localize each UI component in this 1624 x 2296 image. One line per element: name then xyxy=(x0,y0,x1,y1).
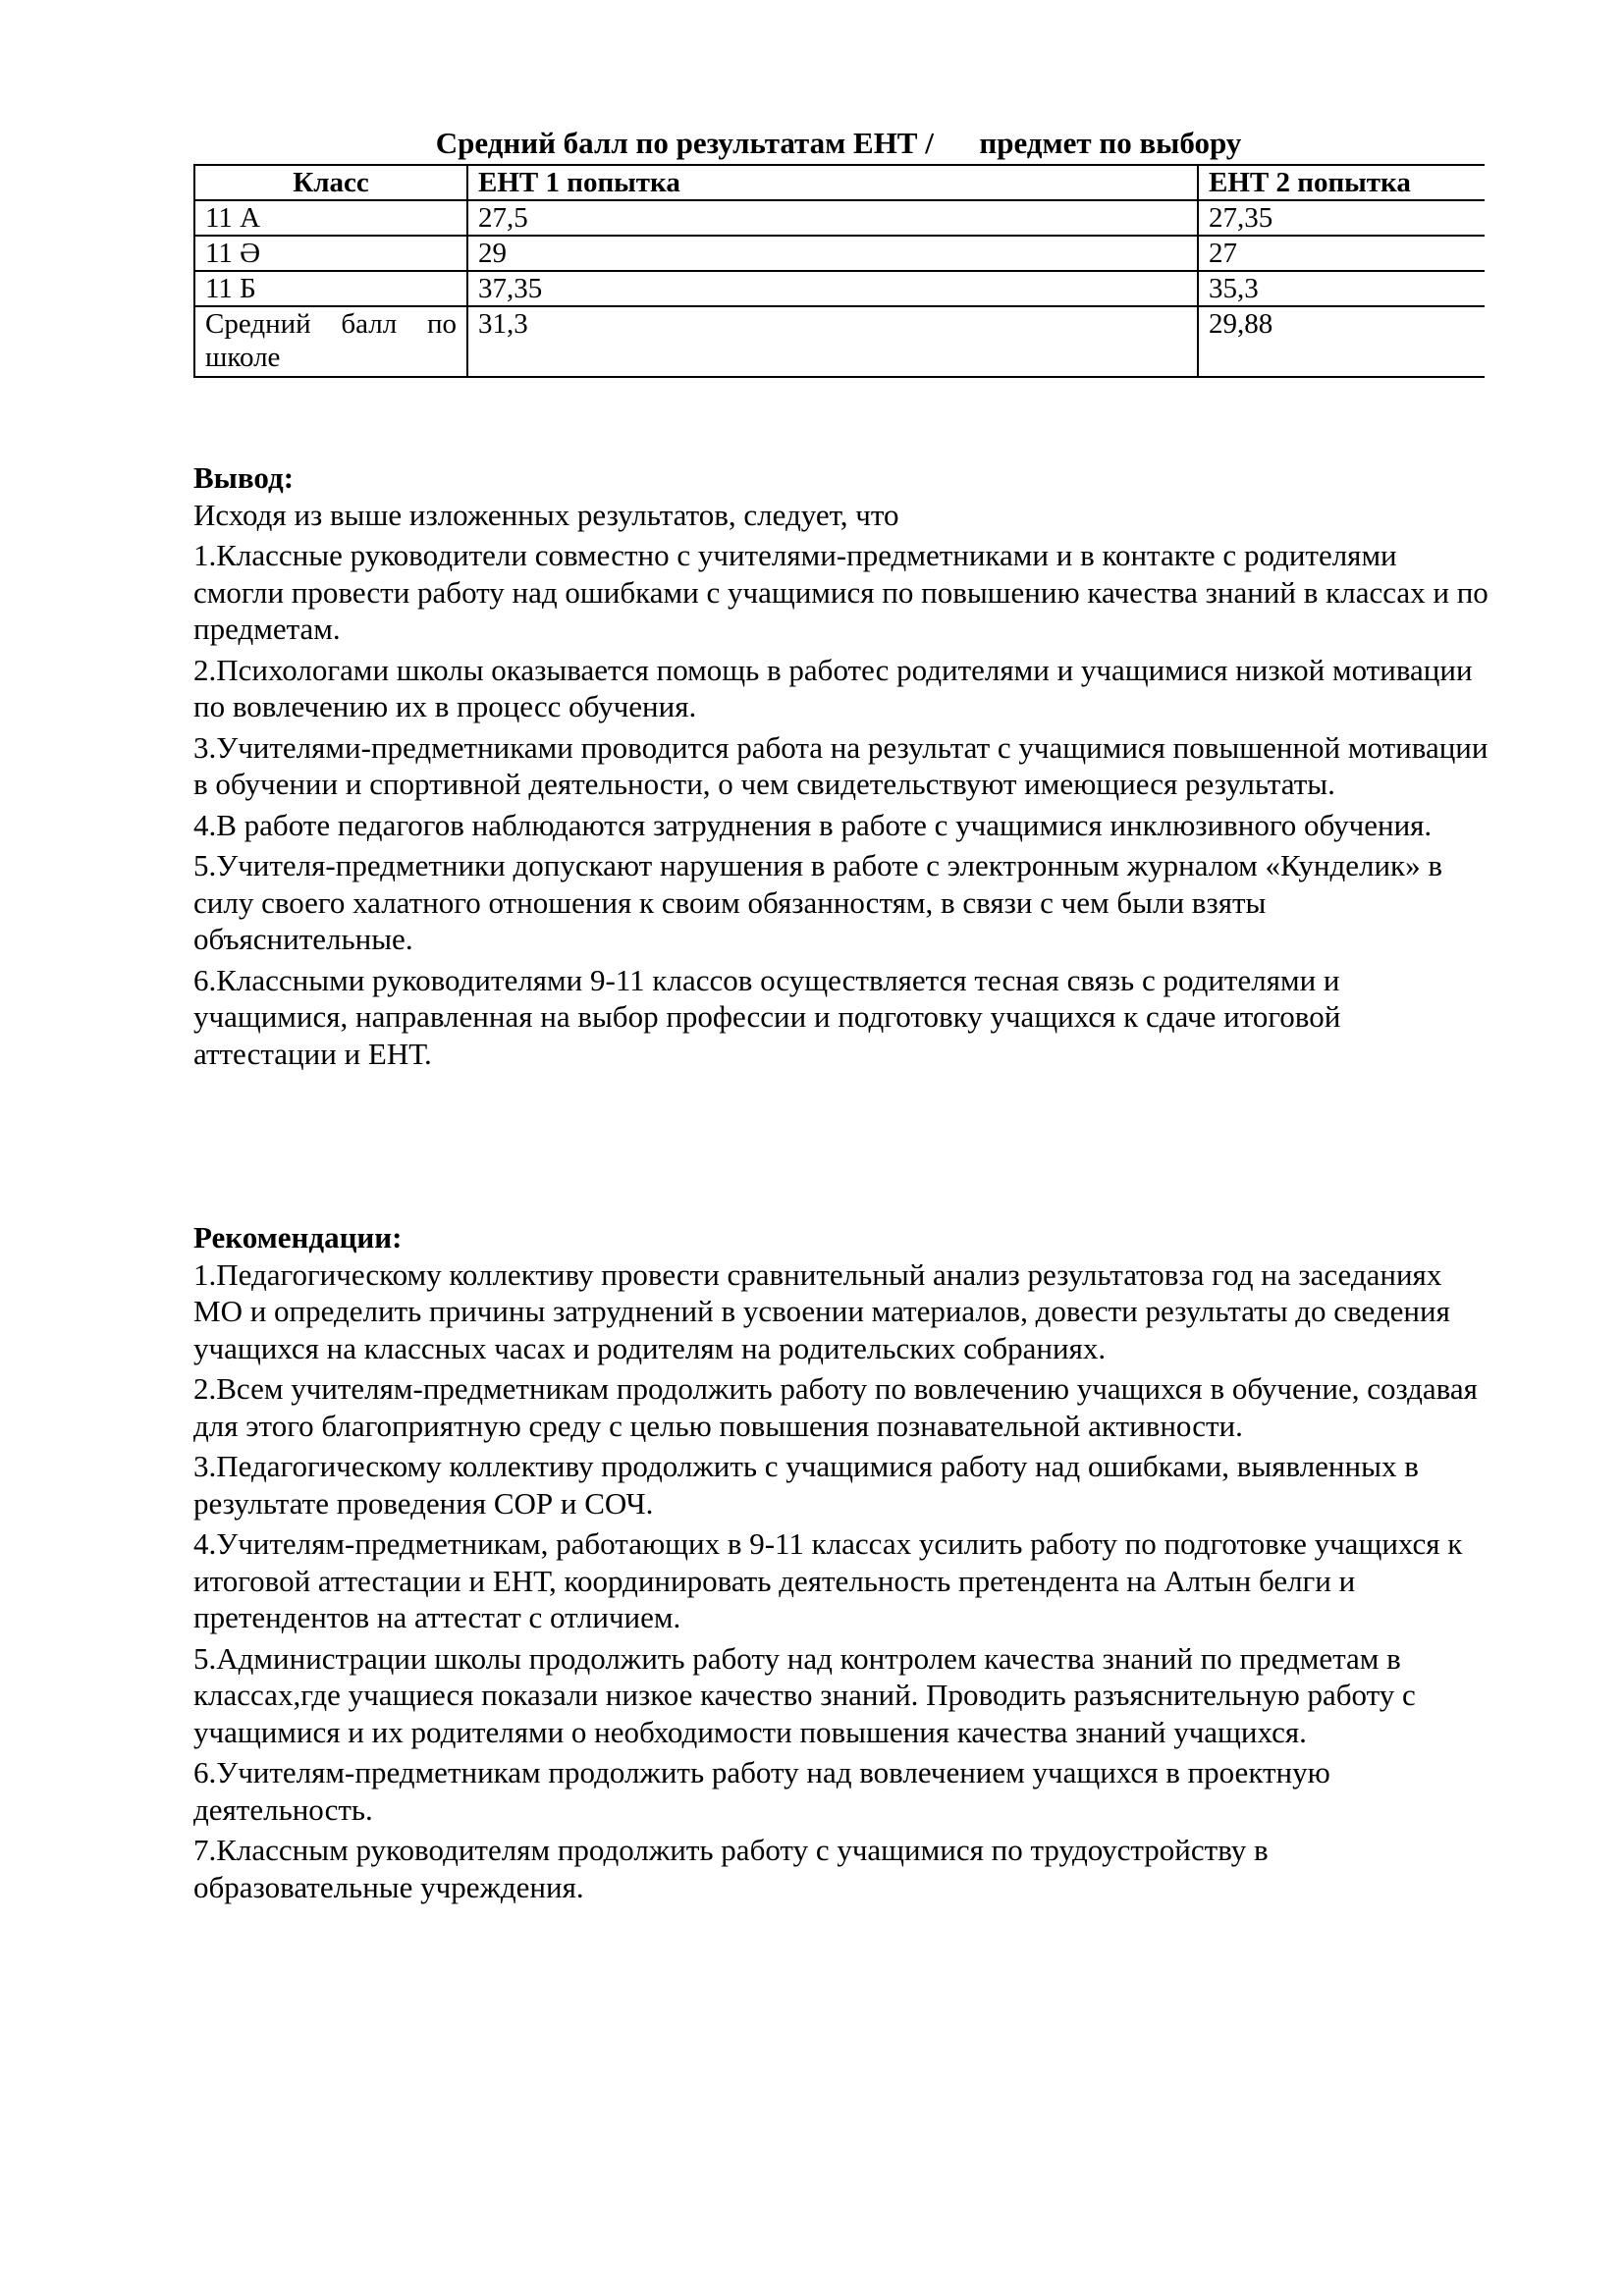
conclusion-item: 3.Учителями-предметниками проводится работа на результат с учащимися повышенной мотивации в обучении и спортивной деятельности, о чем свидетельствуют имеющиеся результаты. xyxy=(193,729,1489,801)
cell-attempt-2: 35,3 xyxy=(1198,271,1485,306)
cell-class: 11 Б xyxy=(194,271,467,306)
cell-attempt-2: 29,88 xyxy=(1198,306,1485,377)
recommendation-item: 1.Педагогическому коллективу провести сравнительный анализ результатовза год на заседаниях МО и определить причины затруднений в усвоении материалов, довести результаты до сведения учащихся на классных часах и родителям на родительских собраниях. xyxy=(193,1256,1450,1365)
conclusion-item: 6.Классными руководителями 9-11 классов осуществляется тесная связь с родителями и учащимися, направленная на выбор профессии и подготовку учащихся к сдаче итоговой аттестации и ЕНТ. xyxy=(193,962,1341,1071)
conclusion-item: 2.Психологами школы оказывается помощь в работес родителями и учащимися низкой мотивации по вовлечению их в процесс обучения. xyxy=(193,652,1473,723)
table-row xyxy=(194,271,1485,306)
table-row-school-average xyxy=(194,306,1485,377)
conclusion-heading: Вывод: xyxy=(193,460,295,495)
recommendation-item: 6.Учителям-предметникам продолжить работу над вовлечением учащихся в проектную деятельность. xyxy=(193,1755,1330,1827)
cell-attempt-2: 27,35 xyxy=(1198,200,1485,236)
header-attempt-2: ЕНТ 2 попытка xyxy=(1198,165,1485,200)
cell-attempt-1: 27,5 xyxy=(467,200,1198,236)
cell-class: 11 А xyxy=(194,200,467,236)
recommendation-item: 7.Классным руководителям продолжить работу с учащимися по трудоустройству в образовательные учреждения. xyxy=(193,1833,1269,1904)
recommendation-item: 4.Учителям-предметникам, работающих в 9-11 классах усилить работу по подготовке учащихся к итоговой аттестации и ЕНТ, координировать деятельность претендента на Алтын белги и претендентов на аттестат с отличием. xyxy=(193,1526,1463,1634)
recommendation-item: 5.Администрации школы продолжить работу над контролем качества знаний по предметам в классах,где учащиеся показали низкое качество знаний. Проводить разъяснительную работу с учащимися и их родителями о необходимости повышения качества знаний учащихся. xyxy=(193,1640,1416,1749)
recommendations-heading: Рекомендации: xyxy=(193,1220,403,1255)
conclusion-item: 5.Учителя-предметники допускают нарушения в работе с электронным журналом «Кунделик» в силу своего халатного отношения к своим обязанностям, в связи с чем были взяты объяснительные. xyxy=(193,848,1442,956)
table-title: Средний балл по результатам ЕНТ / предмет по выбору xyxy=(435,126,1242,160)
conclusion-item: 4.В работе педагогов наблюдаются затруднения в работе с учащимися инклюзивного обучения. xyxy=(193,807,1433,842)
table-header-row xyxy=(194,165,1485,200)
cell-class: Средний балл по школе xyxy=(194,306,467,377)
header-attempt-1: ЕНТ 1 попытка xyxy=(467,165,1198,200)
cell-class: 11 Ә xyxy=(194,236,467,271)
cell-attempt-1: 37,35 xyxy=(467,271,1198,306)
cell-attempt-1: 29 xyxy=(467,236,1198,271)
recommendations-section xyxy=(193,1219,1489,1905)
cell-attempt-1: 31,3 xyxy=(467,306,1198,377)
recommendation-item: 3.Педагогическому коллективу продолжить с учащимися работу над ошибками, выявленных в результате проведения СОР и СОЧ. xyxy=(193,1449,1419,1521)
header-class: Класс xyxy=(194,165,467,200)
cell-attempt-2: 27 xyxy=(1198,236,1485,271)
table-row xyxy=(194,200,1485,236)
table-row xyxy=(194,236,1485,271)
conclusion-intro: Исходя из выше изложенных результатов, следует, что xyxy=(193,497,899,532)
conclusion-item: 1.Классные руководители совместно с учителями-предметниками и в контакте с родителями смогли провести работу над ошибками с учащимися по повышению качества знаний в классах и по предметам. xyxy=(193,538,1489,646)
results-table xyxy=(193,164,1485,378)
conclusion-section xyxy=(193,459,1489,1072)
recommendation-item: 2.Всем учителям-предметникам продолжить работу по вовлечению учащихся в обучение, создавая для этого благоприятную среду с целью повышения познавательной активности. xyxy=(193,1371,1478,1443)
